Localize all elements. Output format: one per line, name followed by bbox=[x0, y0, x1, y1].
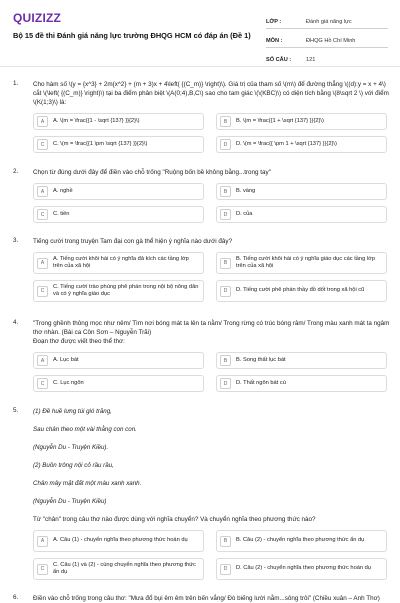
question-number: 5. bbox=[13, 407, 19, 414]
poem-line: (1) Đề huề lưng túi gió trăng, bbox=[33, 408, 112, 415]
header bbox=[0, 0, 400, 62]
options bbox=[33, 530, 391, 580]
question-text: Cho hàm số \(y = {x^3} + 2m{x^2} + (m + 3)x + 4\left( {(C_m)} \right)\). Giá trị của tham số \(m\) để đường thẳng \((d):y = x + 4\) cắt \(\left( {(C_m)} \right)\) tại ba điểm phân biệt \(A(0;4),B,C\) sao cho tam giác \(\(KBC)\) có diện tích bằng \(8\sqrt 2 \) với điểm \(K(1;3)\) là: bbox=[33, 81, 389, 106]
option-letter: A bbox=[37, 186, 48, 197]
option-b[interactable] bbox=[216, 530, 387, 552]
option-c[interactable] bbox=[33, 375, 204, 392]
option-letter: D bbox=[220, 209, 231, 220]
option-text: B. Tiếng cười khôi hài có ý nghĩa giáo dục các tầng lớp trên của xã hội bbox=[236, 255, 375, 269]
quizizz-logo: QUIZIZZ bbox=[13, 11, 62, 25]
option-c[interactable] bbox=[33, 136, 204, 153]
option-d[interactable] bbox=[216, 206, 387, 223]
option-letter: C bbox=[37, 564, 48, 575]
question-number: 2. bbox=[13, 168, 19, 175]
question-4 bbox=[13, 319, 391, 392]
option-letter: B bbox=[220, 536, 231, 547]
option-text: B. Câu (2) - chuyển nghĩa theo phương thức ẩn dụ bbox=[236, 537, 365, 544]
question-text: Chọn từ đúng dưới đây để điền vào chỗ trống "Ruộng bốn bề không bằng...trong tay" bbox=[33, 169, 271, 176]
option-text: D. Thất ngôn bát cú bbox=[236, 379, 286, 386]
meta-value: ĐHQG Hồ Chí Minh bbox=[306, 38, 356, 44]
option-letter: D bbox=[220, 139, 231, 150]
option-text: D. \(m = \frac{{ \pm 1 + \sqrt {137} }}{2}\) bbox=[236, 140, 337, 147]
question-number: 1. bbox=[13, 80, 19, 87]
question-number: 4. bbox=[13, 319, 19, 326]
poem-line: Sau chân theo một vài thằng con con. bbox=[33, 426, 137, 433]
option-text: B. vàng bbox=[236, 187, 256, 194]
option-text: A. \(m = \frac{{1 - \sqrt {137} }}{2}\) bbox=[53, 117, 140, 124]
option-text: D. Tiếng cười phê phán thầy đồ dốt trong xã hội cũ bbox=[236, 287, 365, 294]
option-c[interactable] bbox=[33, 206, 204, 223]
option-text: A. Câu (1) - chuyển nghĩa theo phương thức hoán dụ bbox=[53, 537, 188, 544]
question-text: "Trong ghềnh thông mọc như nêm/ Tìm nơi bóng mát ta lên ta nằm/ Trong rừng có trúc bóng râm/ Trong màu xanh mát ta ngâm thơ nhàn. (Bài ca Côn Sơn – Nguyễn Trãi) bbox=[33, 320, 390, 336]
option-text: C. Lục ngôn bbox=[53, 379, 84, 386]
options bbox=[33, 113, 391, 153]
option-letter: C bbox=[37, 139, 48, 150]
option-b[interactable] bbox=[216, 183, 387, 200]
option-a[interactable] bbox=[33, 352, 204, 369]
option-text: D. Câu (2) - chuyển nghĩa theo phương thức hoán dụ bbox=[236, 565, 371, 572]
meta-row-class bbox=[266, 10, 388, 29]
meta-label: LỚP : bbox=[266, 19, 282, 25]
question-number: 3. bbox=[13, 237, 19, 244]
option-text: C. Câu (1) và (2) - cùng chuyển nghĩa theo phương thức ẩn dụ bbox=[53, 561, 196, 575]
option-text: A. Tiếng cười khôi hài có ý nghĩa đả kích các tầng lớp trên của xã hội bbox=[53, 255, 189, 269]
option-d[interactable] bbox=[216, 558, 387, 580]
header-divider bbox=[0, 66, 400, 67]
question-3 bbox=[13, 237, 391, 302]
option-text: C. \(m = \frac{{1 \pm \sqrt {137} }}{2}\) bbox=[53, 140, 148, 147]
meta-value: Đánh giá năng lực bbox=[306, 19, 352, 25]
option-letter: A bbox=[37, 355, 48, 366]
option-letter: A bbox=[37, 536, 48, 547]
option-d[interactable] bbox=[216, 280, 387, 302]
option-letter: C bbox=[37, 378, 48, 389]
option-letter: A bbox=[37, 116, 48, 127]
option-text: C. Tiếng cười trào phúng phê phán trong nội bộ nông dân và có ý nghĩa giáo dục bbox=[53, 283, 199, 297]
meta-row-count bbox=[266, 48, 388, 67]
option-b[interactable] bbox=[216, 252, 387, 274]
option-letter: B bbox=[220, 258, 231, 269]
option-text: B. Song thất lục bát bbox=[236, 356, 286, 363]
meta-value: 121 bbox=[306, 57, 316, 63]
option-text: D. của bbox=[236, 210, 253, 217]
option-letter: D bbox=[220, 378, 231, 389]
option-letter: D bbox=[220, 564, 231, 575]
option-c[interactable] bbox=[33, 280, 204, 302]
option-a[interactable] bbox=[33, 183, 204, 200]
meta-label: SỐ CÂU : bbox=[266, 57, 292, 63]
option-text: A. nghề bbox=[53, 187, 73, 194]
options bbox=[33, 352, 391, 392]
option-b[interactable] bbox=[216, 352, 387, 369]
option-letter: B bbox=[220, 355, 231, 366]
poem-source: (Nguyễn Du - Truyện Kiều) bbox=[33, 498, 107, 505]
question-1 bbox=[13, 80, 391, 153]
option-c[interactable] bbox=[33, 558, 204, 580]
options bbox=[33, 252, 391, 302]
poem-line: (2) Buồn trông nội cỏ rầu rầu, bbox=[33, 462, 114, 469]
option-letter: B bbox=[220, 186, 231, 197]
meta-row-subject bbox=[266, 29, 388, 48]
option-a[interactable] bbox=[33, 252, 204, 274]
options bbox=[33, 183, 391, 223]
option-letter: B bbox=[220, 116, 231, 127]
question-6 bbox=[13, 594, 391, 603]
question-5 bbox=[13, 407, 391, 580]
page-title: Bộ 15 đề thi Đánh giá năng lực trường ĐHQG HCM có đáp án (Đề 1) bbox=[13, 31, 251, 40]
option-b[interactable] bbox=[216, 113, 387, 130]
question-subtext: Đoạn thơ được viết theo thể thơ: bbox=[33, 338, 125, 345]
poem-line: Chân mây mặt đất một màu xanh xanh. bbox=[33, 480, 142, 487]
option-letter: C bbox=[37, 286, 48, 297]
question-number: 6. bbox=[13, 594, 19, 601]
option-a[interactable] bbox=[33, 113, 204, 130]
option-letter: D bbox=[220, 286, 231, 297]
meta-label: MÔN : bbox=[266, 38, 283, 44]
option-d[interactable] bbox=[216, 375, 387, 392]
question-2 bbox=[13, 168, 391, 223]
option-text: C. tiền bbox=[53, 210, 70, 217]
option-letter: A bbox=[37, 258, 48, 269]
option-a[interactable] bbox=[33, 530, 204, 552]
option-text: A. Lục bát bbox=[53, 356, 79, 363]
option-d[interactable] bbox=[216, 136, 387, 153]
meta-table bbox=[266, 10, 388, 67]
poem-source: (Nguyễn Du - Truyện Kiều). bbox=[33, 444, 109, 451]
question-text: Điền vào chỗ trống trong câu thơ: "Mưa đổ bụi êm êm trên bến vắng/ Đò biếng lười nằm...sông trôi" (Chiều xuân – Anh Thơ) bbox=[33, 595, 380, 602]
option-letter: C bbox=[37, 209, 48, 220]
question-text: Tiếng cười trong truyện Tam đại con gà thể hiện ý nghĩa nào dưới đây? bbox=[33, 238, 233, 245]
question-text: Từ "chân" trong câu thơ nào được dùng với nghĩa chuyển? Và chuyển nghĩa theo phương thức nào? bbox=[33, 516, 316, 523]
option-text: B. \(m = \frac{{1 + \sqrt {137} }}{2}\) bbox=[236, 117, 324, 124]
